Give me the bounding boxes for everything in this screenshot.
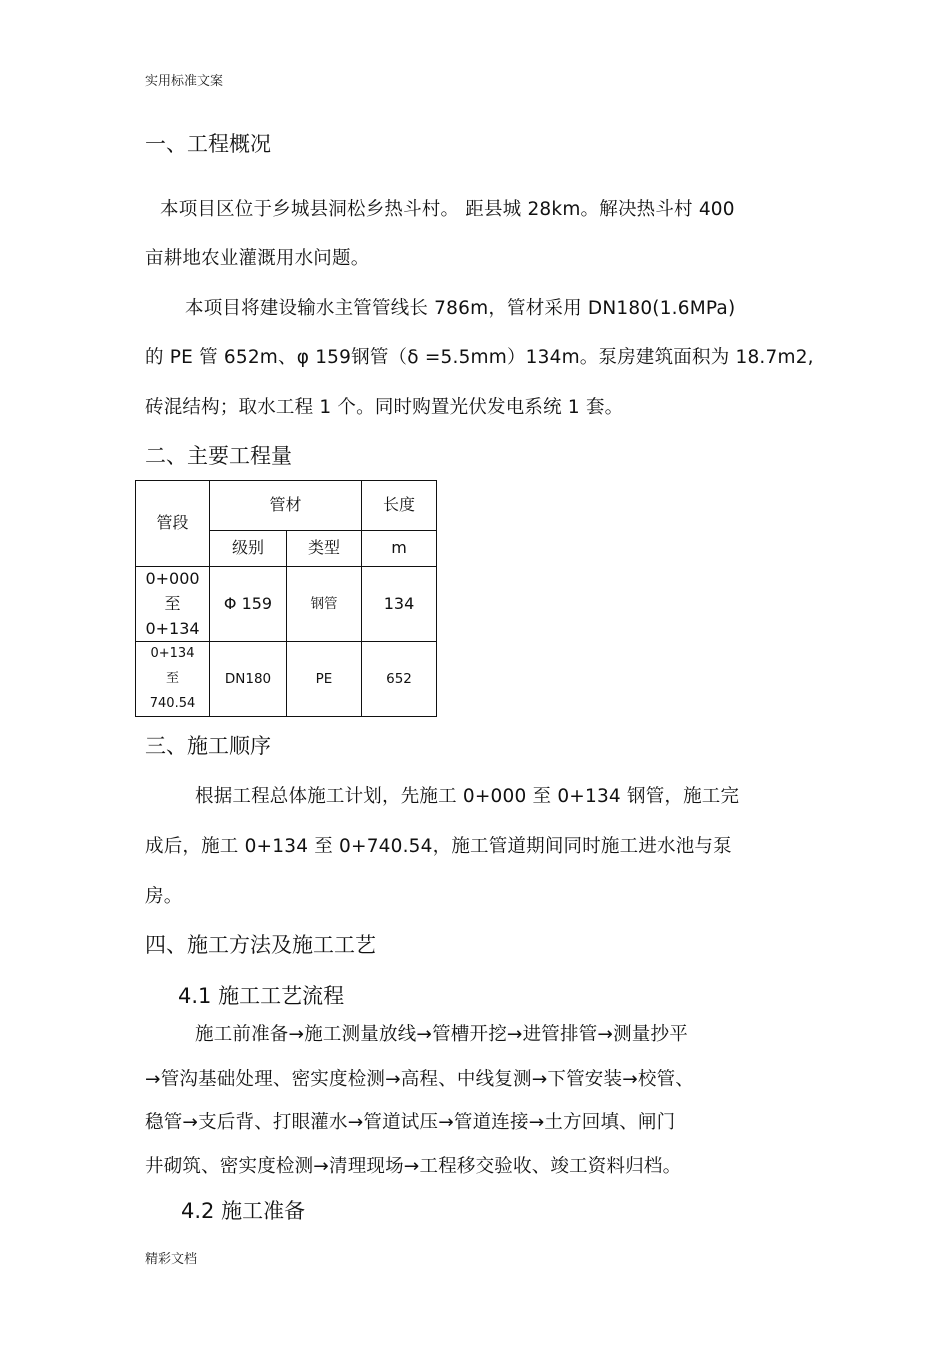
cell-segment xyxy=(136,567,210,642)
segment-end: 740.54 xyxy=(149,695,196,711)
segment-start: 0+000 xyxy=(145,569,200,588)
cell-segment xyxy=(136,642,210,717)
s41-line-4: 井砌筑、密实度检测→清理现场→工程移交验收、竣工资料归档。 xyxy=(145,1156,682,1177)
s1-paragraph-2-line-2: 的 PE 管 652m、φ 159钢管（δ =5.5mm）134m。泵房建筑面积为 18.7m2, xyxy=(145,347,814,368)
table-row xyxy=(136,642,437,717)
section-4-title: 四、施工方法及施工工艺 xyxy=(145,933,376,957)
section-3-title: 三、施工顺序 xyxy=(145,734,271,758)
header-grade: 级别 xyxy=(210,531,287,567)
s1-paragraph-2-line-3: 砖混结构；取水工程 1 个。同时购置光伏发电系统 1 套。 xyxy=(145,397,624,418)
table-row xyxy=(136,567,437,642)
cell-type: PE xyxy=(287,642,362,717)
s41-line-1: 施工前准备→施工测量放线→管槽开挖→进管排管→测量抄平 xyxy=(195,1024,688,1045)
s3-line-3: 房。 xyxy=(145,886,183,907)
cell-grade: Φ 159 xyxy=(210,567,287,642)
segment-start: 0+134 xyxy=(150,646,195,662)
s3-line-1: 根据工程总体施工计划，先施工 0+000 至 0+134 钢管，施工完 xyxy=(195,786,740,807)
s3-line-2: 成后，施工 0+134 至 0+740.54，施工管道期间同时施工进水池与泵 xyxy=(145,836,732,857)
section-4-1-title: 4.1 施工工艺流程 xyxy=(178,984,345,1008)
header-segment: 管段 xyxy=(136,481,210,567)
cell-length: 134 xyxy=(362,567,437,642)
section-2-title: 二、主要工程量 xyxy=(145,444,292,468)
section-4-2-title: 4.2 施工准备 xyxy=(181,1199,306,1223)
header-unit: m xyxy=(362,531,437,567)
cell-grade: DN180 xyxy=(210,642,287,717)
cell-length: 652 xyxy=(362,642,437,717)
segment-to: 至 xyxy=(165,671,179,687)
s1-paragraph-1-line-1: 本项目区位于乡城县洞松乡热斗村。 距县城 28km。解决热斗村 400 xyxy=(160,199,735,220)
segment-end: 0+134 xyxy=(145,618,200,638)
s1-paragraph-2-line-1: 本项目将建设输水主管管线长 786m，管材采用 DN180(1.6MPa) xyxy=(185,298,736,319)
header-material: 管材 xyxy=(210,481,362,531)
s41-line-2: →管沟基础处理、密实度检测→高程、中线复测→下管安装→校管、 xyxy=(145,1069,695,1090)
cell-type: 钢管 xyxy=(287,567,362,642)
section-1-title: 一、工程概况 xyxy=(145,132,271,156)
page-header: 实用标准文案 xyxy=(145,74,224,89)
header-type: 类型 xyxy=(287,531,362,567)
page-footer: 精彩文档 xyxy=(145,1252,198,1267)
segment-to: 至 xyxy=(164,593,181,613)
header-length: 长度 xyxy=(362,481,437,531)
s41-line-3: 稳管→支后背、打眼灌水→管道试压→管道连接→土方回填、闸门 xyxy=(145,1112,676,1133)
quantities-table xyxy=(135,480,437,717)
s1-paragraph-1-line-2: 亩耕地农业灌溉用水问题。 xyxy=(145,248,370,269)
